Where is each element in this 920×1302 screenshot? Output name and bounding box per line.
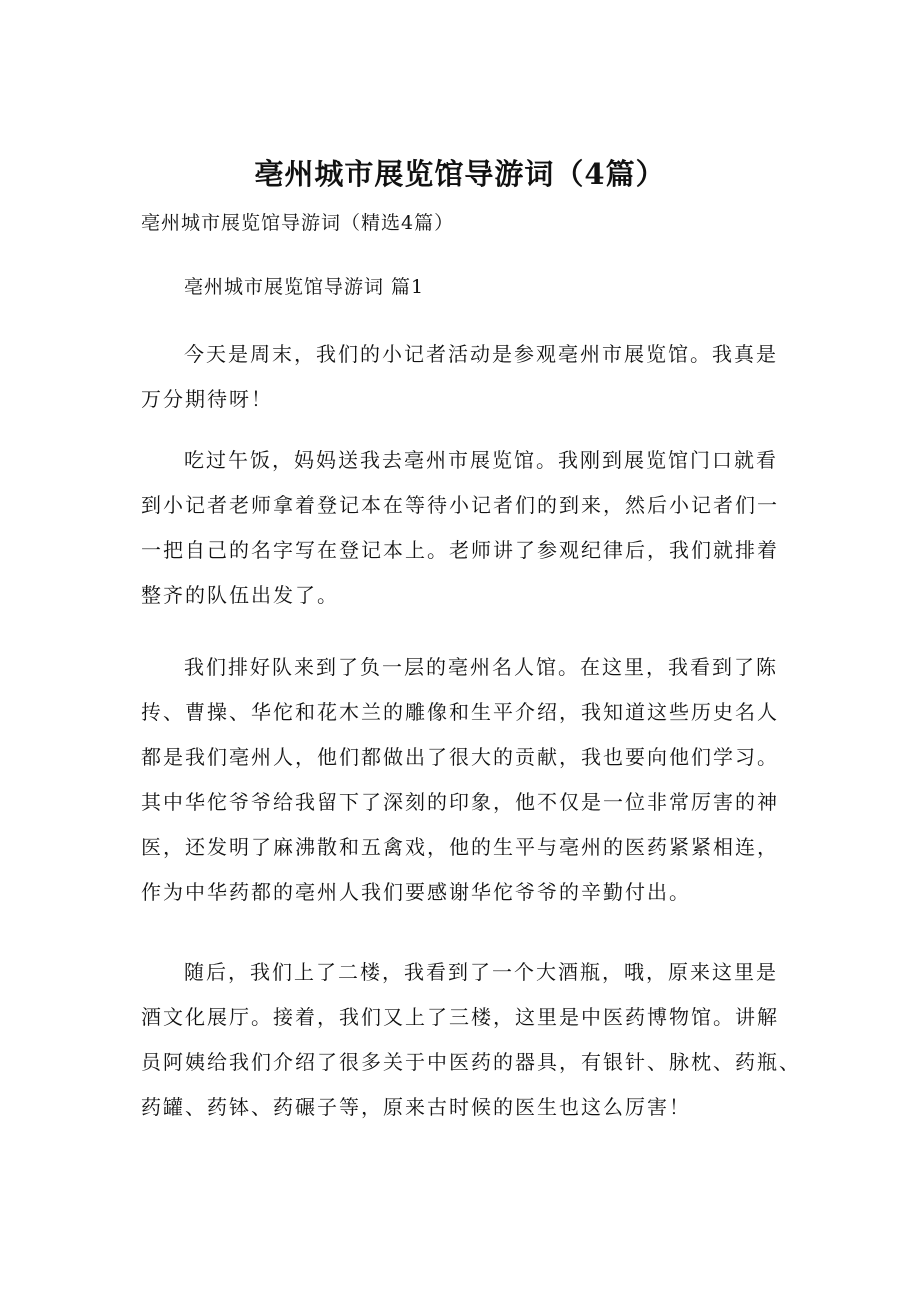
paragraph-line: 酒文化展厅。接着，我们又上了三楼，这里是中医药博物馆。讲解 bbox=[141, 1005, 779, 1029]
paragraph-line: 医，还发明了麻沸散和五禽戏，他的生平与亳州的医药紧紧相连， bbox=[141, 835, 779, 859]
paragraph-line: 其中华佗爷爷给我留下了深刻的印象，他不仅是一位非常厉害的神 bbox=[141, 790, 779, 814]
paragraph-line: 抟、曹操、华佗和花木兰的雕像和生平介绍，我知道这些历史名人 bbox=[141, 700, 779, 724]
paragraph-2 bbox=[141, 438, 779, 618]
paragraph-line: 都是我们亳州人，他们都做出了很大的贡献，我也要向他们学习。 bbox=[141, 745, 779, 769]
document-title: 亳州城市展览馆导游词（4篇） bbox=[254, 157, 666, 191]
paragraph-line: 作为中华药都的亳州人我们要感谢华佗爷爷的辛勤付出。 bbox=[141, 880, 691, 904]
paragraph-line: 一把自己的名字写在登记本上。老师讲了参观纪律后，我们就排着 bbox=[141, 538, 779, 562]
paragraph-line: 到小记者老师拿着登记本在等待小记者们的到来，然后小记者们一 bbox=[141, 493, 779, 517]
paragraph-line: 万分期待呀！ bbox=[141, 387, 273, 411]
paragraph-line: 吃过午饭，妈妈送我去亳州市展览馆。我刚到展览馆门口就看 bbox=[184, 448, 778, 472]
document-subtitle: 亳州城市展览馆导游词（精选4篇） bbox=[141, 212, 455, 234]
paragraph-line: 随后，我们上了二楼，我看到了一个大酒瓶，哦，原来这里是 bbox=[184, 960, 778, 984]
paragraph-3 bbox=[141, 645, 779, 915]
paragraph-line: 员阿姨给我们介绍了很多关于中医药的器具，有银针、脉枕、药瓶、 bbox=[141, 1050, 801, 1074]
paragraph-line: 药罐、药钵、药碾子等，原来古时候的医生也这么厉害！ bbox=[141, 1095, 691, 1119]
paragraph-1 bbox=[141, 332, 778, 422]
paragraph-line: 我们排好队来到了负一层的亳州名人馆。在这里，我看到了陈 bbox=[184, 655, 778, 679]
section-heading: 亳州城市展览馆导游词 篇1 bbox=[184, 276, 425, 298]
paragraph-line: 今天是周末，我们的小记者活动是参观亳州市展览馆。我真是 bbox=[184, 342, 778, 366]
paragraph-4 bbox=[141, 950, 801, 1130]
paragraph-line: 整齐的队伍出发了。 bbox=[141, 583, 339, 607]
